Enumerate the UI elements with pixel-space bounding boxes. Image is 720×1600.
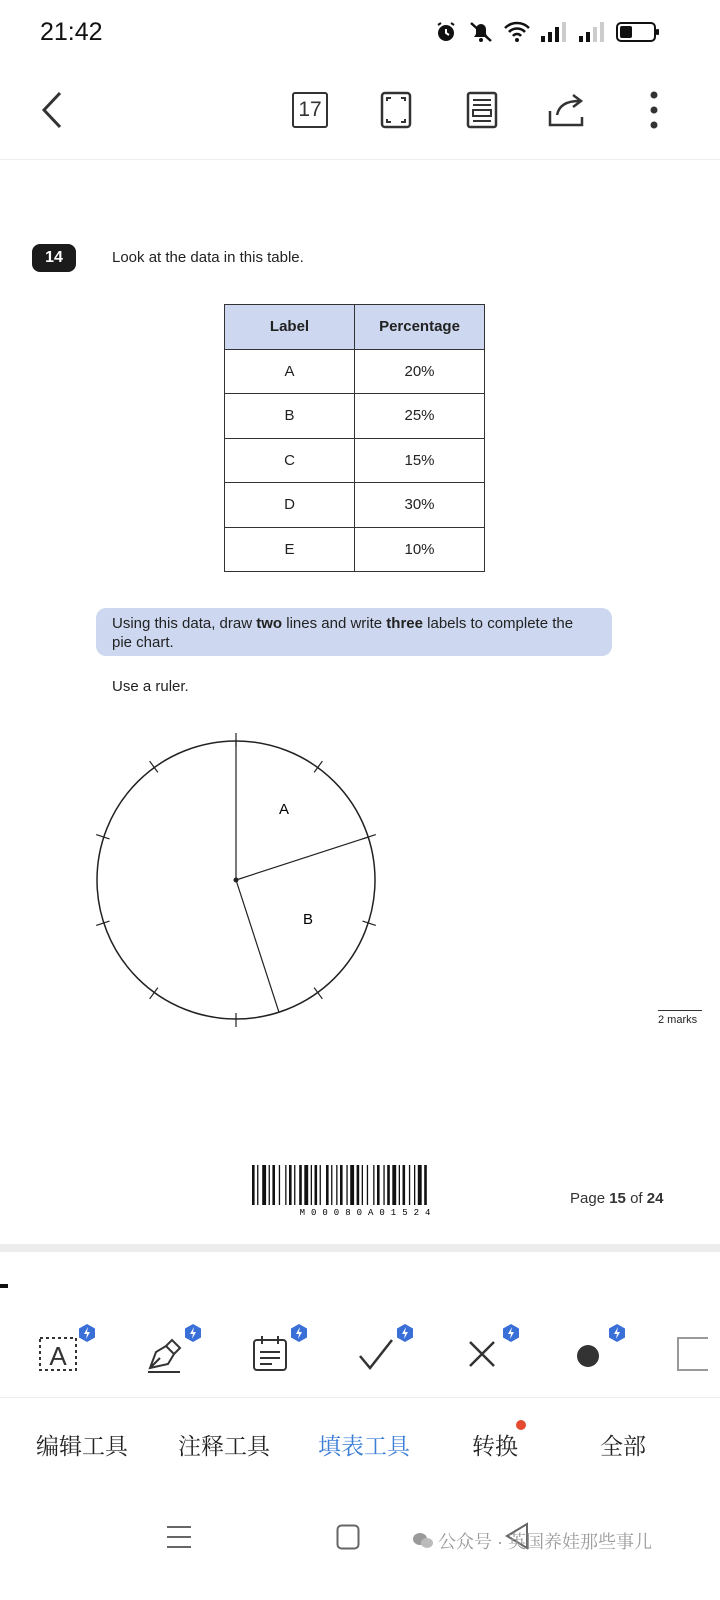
- cross-tool[interactable]: [456, 1328, 508, 1380]
- barcode-bar: [326, 1165, 329, 1205]
- dot-tool[interactable]: [562, 1328, 614, 1380]
- question-prompt: Look at the data in this table.: [112, 249, 304, 266]
- ruler-note: Use a ruler.: [112, 678, 189, 695]
- barcode-bar: [279, 1165, 280, 1205]
- pie-chart[interactable]: [80, 730, 400, 1030]
- form-tool[interactable]: [244, 1328, 296, 1380]
- table-row: [225, 527, 485, 572]
- barcode-bar: [294, 1165, 295, 1205]
- table-cell: 30%: [355, 483, 485, 528]
- document-layout-icon: [466, 91, 498, 129]
- lightning-badge-icon: [184, 1324, 202, 1342]
- form-icon: [250, 1334, 290, 1374]
- tab-form-tools[interactable]: 填表工具: [318, 1433, 410, 1459]
- mute-icon: [468, 20, 494, 44]
- marks-label: 2 marks: [658, 1010, 702, 1026]
- barcode-bar: [418, 1165, 422, 1205]
- table-cell: 20%: [355, 349, 485, 394]
- barcode-bar: [387, 1165, 390, 1205]
- pie-label-a: A: [278, 801, 290, 818]
- barcode-bar: [403, 1165, 406, 1205]
- barcode-bar: [257, 1165, 258, 1205]
- table-cell: 25%: [355, 394, 485, 439]
- reading-mode-button[interactable]: [458, 86, 506, 134]
- watermark: [412, 1528, 652, 1554]
- barcode-bar: [289, 1165, 292, 1205]
- share-icon: [547, 91, 589, 129]
- question-number: 14: [32, 244, 76, 272]
- lightning-badge-icon: [290, 1324, 308, 1342]
- clock: 21:42: [40, 18, 103, 46]
- barcode-bar: [331, 1165, 332, 1205]
- divider: [0, 1244, 720, 1252]
- table-cell: C: [225, 438, 355, 483]
- battery-icon: [616, 21, 660, 43]
- barcode-bar: [350, 1165, 354, 1205]
- table-header-percentage: Percentage: [355, 305, 485, 350]
- barcode-bar: [357, 1165, 360, 1205]
- cross-icon: [462, 1334, 502, 1374]
- barcode-bar: [392, 1165, 396, 1205]
- instruction-text: labels to complete the pie chart.: [112, 615, 574, 651]
- svg-text:A: A: [49, 1341, 67, 1371]
- barcode-bar: [269, 1165, 270, 1205]
- page-current: 15: [609, 1190, 626, 1207]
- instruction-text: Using this data, draw: [112, 615, 257, 632]
- check-tool[interactable]: [350, 1328, 402, 1380]
- lightning-badge-icon: [608, 1324, 626, 1342]
- pen-tool[interactable]: [138, 1328, 190, 1380]
- barcode-bar: [304, 1165, 308, 1205]
- pie-sector-line: [236, 837, 368, 880]
- barcode-bar: [285, 1165, 286, 1205]
- pie-label-b: B: [302, 911, 314, 928]
- table-row: [225, 394, 485, 439]
- page-word: Page: [570, 1190, 606, 1207]
- wechat-icon: [412, 1532, 434, 1550]
- table-row: [225, 483, 485, 528]
- table-cell: B: [225, 394, 355, 439]
- page-number: [570, 1190, 663, 1207]
- lightning-badge-icon: [502, 1324, 520, 1342]
- table-header-label: Label: [225, 305, 355, 350]
- barcode-bar: [377, 1165, 380, 1205]
- barcode-bar: [362, 1165, 363, 1205]
- table-row: [225, 349, 485, 394]
- instruction-box: [96, 608, 612, 656]
- signal-icon-2: [578, 21, 606, 43]
- barcode-bar: [383, 1165, 384, 1205]
- pie-center: [234, 878, 239, 883]
- rectangle-tool[interactable]: [668, 1328, 720, 1380]
- barcode-bar: [262, 1165, 266, 1205]
- barcode-bar: [414, 1165, 415, 1205]
- fullscreen-icon: [380, 91, 412, 129]
- menu-icon[interactable]: [166, 1524, 192, 1550]
- system-nav-bar: [0, 1490, 720, 1600]
- barcode-bar: [299, 1165, 302, 1205]
- table-cell: A: [225, 349, 355, 394]
- back-button[interactable]: [28, 86, 76, 134]
- instruction-bold-two: two: [256, 615, 283, 632]
- barcode-bar: [336, 1165, 337, 1205]
- alarm-icon: [434, 20, 458, 44]
- chevron-left-icon: [38, 90, 66, 130]
- barcode-bar: [367, 1165, 368, 1205]
- page-indicator: 17: [292, 92, 328, 128]
- barcode-bar: [424, 1165, 427, 1205]
- instruction-bold-three: three: [386, 615, 423, 632]
- page-indicator-button[interactable]: [286, 86, 334, 134]
- table-row: [225, 438, 485, 483]
- page-total: 24: [646, 1190, 664, 1207]
- barcode: [252, 1165, 484, 1217]
- table-cell: E: [225, 527, 355, 572]
- watermark-text: 公众号 · 英国养娃那些事儿: [438, 1532, 652, 1552]
- notification-dot: [516, 1420, 526, 1430]
- barcode-bar: [399, 1165, 400, 1205]
- text-box-tool[interactable]: [32, 1328, 84, 1380]
- pie-sector-line: [236, 880, 279, 1012]
- table-cell: 15%: [355, 438, 485, 483]
- scroll-marker: [0, 1284, 8, 1288]
- signal-icon: [540, 21, 568, 43]
- data-table: [224, 304, 485, 572]
- document-page: [0, 160, 720, 1265]
- table-header-row: [225, 305, 485, 350]
- tab-edit-tools[interactable]: 编辑工具: [36, 1433, 128, 1459]
- barcode-bar: [373, 1165, 374, 1205]
- tool-row: [0, 1310, 720, 1398]
- barcode-bar: [320, 1165, 321, 1205]
- lightning-badge-icon: [78, 1324, 96, 1342]
- barcode-bar: [252, 1165, 255, 1205]
- more-button[interactable]: [630, 86, 678, 134]
- home-icon[interactable]: [336, 1524, 360, 1550]
- more-vertical-icon: [649, 90, 659, 130]
- dot-icon: [568, 1334, 608, 1374]
- barcode-text: M00080A01524: [299, 1208, 437, 1217]
- pen-icon: [144, 1334, 184, 1374]
- check-icon: [356, 1334, 396, 1374]
- tool-category-tabs: [0, 1400, 720, 1486]
- rectangle-icon: [668, 1334, 708, 1374]
- tab-annotation-tools[interactable]: 注释工具: [178, 1433, 270, 1459]
- lightning-badge-icon: [396, 1324, 414, 1342]
- page-of: of: [630, 1190, 643, 1207]
- table-cell: D: [225, 483, 355, 528]
- barcode-bar: [311, 1165, 312, 1205]
- barcode-bar: [409, 1165, 410, 1205]
- status-bar: [0, 0, 720, 64]
- share-button[interactable]: [544, 86, 592, 134]
- fullscreen-button[interactable]: [372, 86, 420, 134]
- barcode-bar: [272, 1165, 275, 1205]
- barcode-bar: [346, 1165, 347, 1205]
- tab-convert[interactable]: 转换: [472, 1433, 518, 1459]
- top-toolbar: [0, 64, 720, 160]
- table-cell: 10%: [355, 527, 485, 572]
- instruction-text: lines and write: [282, 615, 387, 632]
- barcode-bar: [340, 1165, 343, 1205]
- barcode-bar: [315, 1165, 318, 1205]
- text-box-icon: [38, 1334, 78, 1374]
- tab-all[interactable]: 全部: [600, 1433, 646, 1459]
- wifi-icon: [504, 21, 530, 43]
- status-icons: [434, 20, 660, 44]
